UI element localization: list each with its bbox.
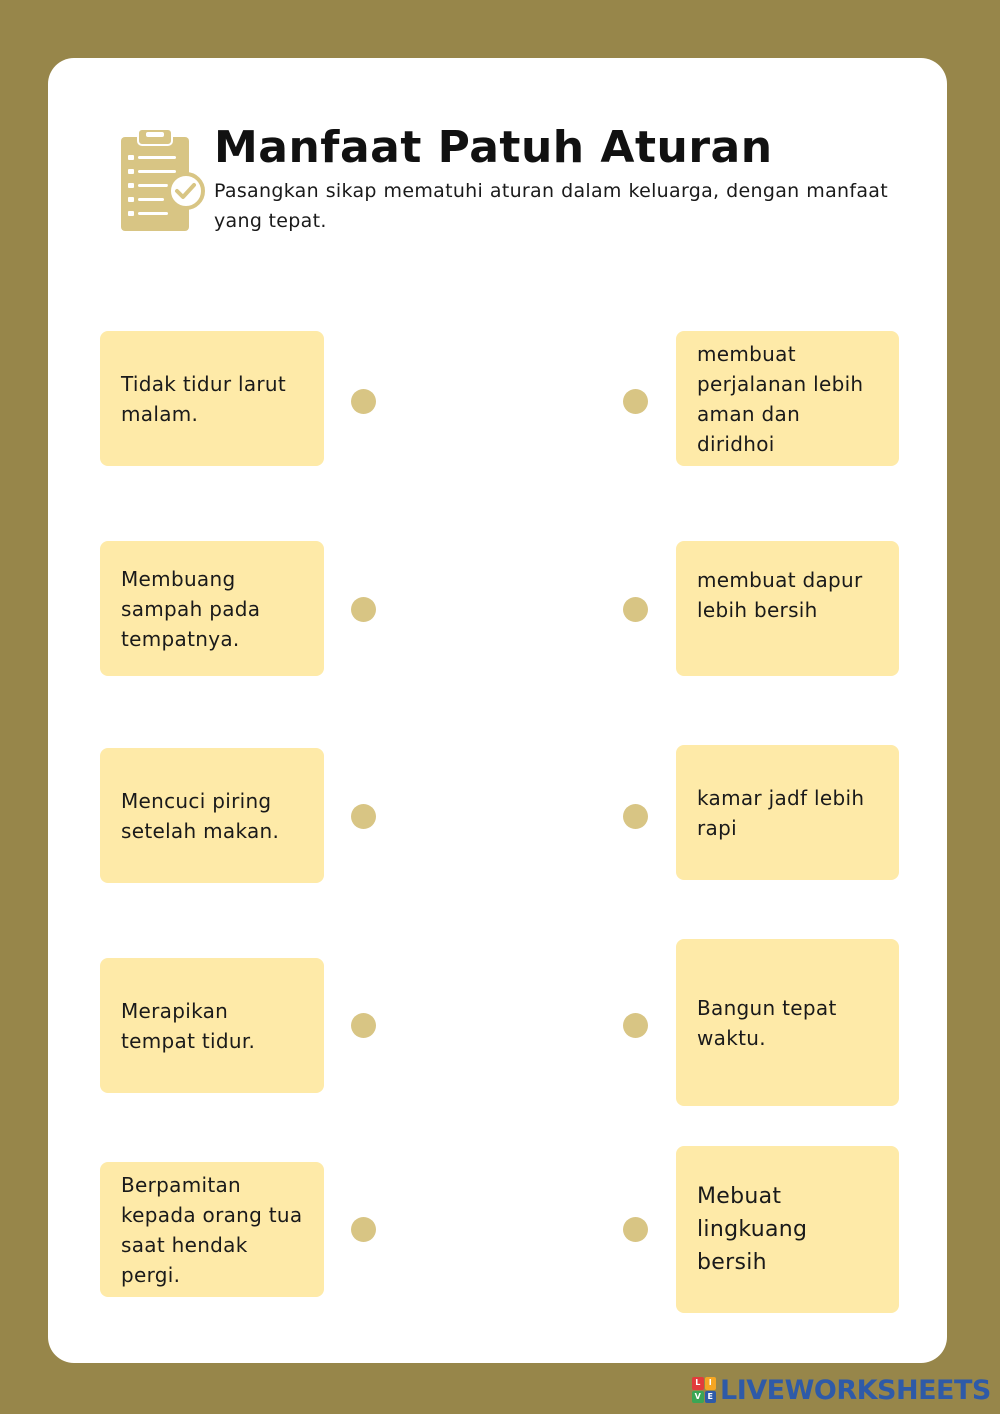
left-item-4: Merapikan tempat tidur.	[100, 958, 324, 1093]
left-match-dot-5[interactable]	[351, 1217, 376, 1242]
left-match-dot-4[interactable]	[351, 1013, 376, 1038]
brand-name: LIVEWORKSHEETS	[720, 1374, 991, 1406]
left-item-5: Berpamitan kepada orang tua saat hendak pergi.	[100, 1162, 324, 1297]
left-item-3: Mencuci piring setelah makan.	[100, 748, 324, 883]
right-item-5: Mebuat lingkuang bersih	[676, 1146, 899, 1313]
clipboard-check-icon	[118, 127, 206, 235]
left-match-dot-3[interactable]	[351, 804, 376, 829]
page-title: Manfaat Patuh Aturan	[214, 122, 773, 173]
right-item-4: Bangun tepat waktu.	[676, 939, 899, 1106]
right-item-3: kamar jadf lebih rapi	[676, 745, 899, 880]
right-match-dot-3[interactable]	[623, 804, 648, 829]
liveworksheets-logo	[692, 1374, 991, 1406]
right-item-1: membuat perjalanan lebih aman dan diridhoi	[676, 331, 899, 466]
instructions: Pasangkan sikap mematuhi aturan dalam keluarga, dengan manfaat yang tepat.	[214, 180, 888, 232]
right-match-dot-2[interactable]	[623, 597, 648, 622]
right-match-dot-5[interactable]	[623, 1217, 648, 1242]
left-item-2: Membuang sampah pada tempatnya.	[100, 541, 324, 676]
right-match-dot-4[interactable]	[623, 1013, 648, 1038]
right-match-dot-1[interactable]	[623, 389, 648, 414]
right-item-2: membuat dapur lebih bersih	[676, 541, 899, 676]
left-item-1: Tidak tidur larut malam.	[100, 331, 324, 466]
left-match-dot-2[interactable]	[351, 597, 376, 622]
brand-logo-icon: L I V E	[692, 1377, 716, 1403]
left-match-dot-1[interactable]	[351, 389, 376, 414]
